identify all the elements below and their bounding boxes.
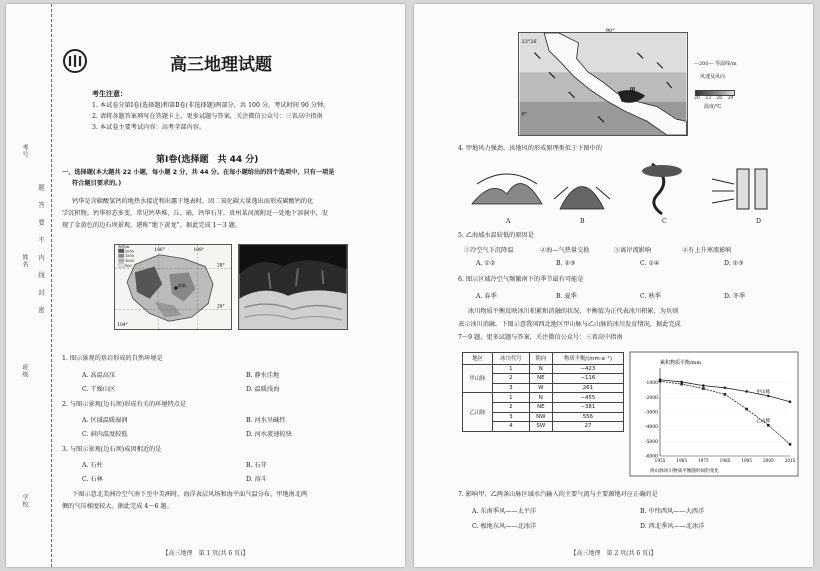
chart-point [659, 380, 662, 383]
figure-b[interactable] [554, 187, 610, 210]
th-balance: 物质平衡/(mm·a⁻¹) [552, 353, 623, 365]
q1-stem: 1. 图示景观的基岩形成的自然环境是 [62, 355, 163, 362]
q6-option-b[interactable]: B. 夏季 [556, 293, 577, 300]
notice-3: 3. 本试卷主要考试内容：高考全部内容。 [92, 124, 206, 131]
q5-statement-2: ②海—气热量交换 [540, 247, 590, 254]
q7-option-b[interactable]: B. 中纬西风——大西洋 [640, 508, 705, 515]
chart-series-label: 乙山脉 [756, 419, 771, 425]
table-row [463, 393, 624, 403]
map-legend-1: 2000 [125, 249, 134, 254]
publisher-logo-icon [62, 48, 88, 74]
table-cell: 556 [552, 412, 623, 422]
map2-lon: 90° [605, 28, 615, 35]
table-cell: NW [529, 412, 552, 422]
map-lon-106: 106° [154, 247, 165, 253]
q5-statement-1: ①冷空气下沉降温 [464, 247, 514, 254]
table-cell: 261 [552, 383, 623, 393]
table-cell: −455 [552, 393, 623, 403]
chart-y-tick-label: -5000 [645, 439, 658, 445]
q6-option-c[interactable]: C. 秋季 [640, 293, 661, 300]
table-cell: 1 [492, 393, 529, 403]
chart-point [680, 383, 683, 386]
chart-series-label: 甲山脉 [756, 389, 771, 395]
q2-stem: 2. 与图示景观(边石坝)形成有关的环境特点是 [62, 401, 187, 408]
q1-option-c[interactable]: C. 干燥山区 [82, 386, 116, 393]
cave-photo [238, 244, 348, 330]
table-cell: −381 [552, 402, 623, 412]
q5-option-b[interactable]: B. ②③ [556, 260, 576, 267]
chart-x-tick-label: 1995 [741, 458, 753, 463]
th-glacier: 冰川代号 [492, 353, 529, 365]
table-cell: −423 [552, 364, 623, 374]
chart-x-tick-label: 2015 [784, 458, 796, 463]
q3-option-d[interactable]: D. 溶斗 [246, 476, 268, 483]
chart-point [789, 443, 792, 446]
instruction-line-1: 一、选择题(本大题共 22 小题，每小题 2 分，共 44 分。在每小题给出的四个选项中，只有一项是 [62, 169, 335, 176]
map-cave-mark: 溶洞 [177, 283, 186, 288]
q5-option-c[interactable]: C. ①④ [640, 260, 660, 267]
chart-y-tick-label: -3000 [645, 410, 658, 416]
table-cell: −116 [552, 374, 623, 384]
q7-option-d[interactable]: D. 西北季风——北冰洋 [640, 523, 705, 530]
chart-point [724, 393, 727, 396]
table-cell: NE [529, 402, 552, 412]
q7-option-c[interactable]: C. 极地东风——北冰洋 [472, 523, 537, 530]
chart-point [702, 384, 705, 387]
exam-page-2 [414, 4, 813, 567]
chart-point [724, 387, 727, 390]
chart-y-tick-label: -1000 [645, 381, 658, 387]
table-cell: 3 [492, 383, 529, 393]
map-lat-26: 26° [216, 304, 225, 310]
map-lon-108: 108° [193, 247, 205, 253]
section-title: 第Ⅰ卷(选择题 共 44 分) [156, 155, 259, 165]
instruction-line-2: 符合题目要求的。) [72, 180, 122, 187]
passage-line-2: 学沉积物。钙华形态多变，常见钙华堆、丘、扇，钙华石芽。贵州某河流附近一处地下溶洞中，发 [62, 210, 329, 217]
table-cell: W [529, 383, 552, 393]
q2-option-d[interactable]: D. 河水流速较快 [246, 431, 292, 438]
map-legend-title: 海拔/m [118, 244, 130, 249]
passage3-line-1: 冰川物质平衡反映冰川积累和消融的状况，平衡值为正代表冰川积累，为负则 [468, 308, 679, 315]
q4-option-figures [472, 159, 782, 219]
page-1-footer: 【高三地理 第 1 页(共 6 页)】 [162, 550, 249, 557]
table-region-cell: 乙山脉 [463, 393, 493, 431]
q5-statement-4: ④有上升寒流影响 [682, 247, 732, 254]
central-america-wind-map [518, 28, 688, 136]
notice-2: 2. 请将各题答案填写在答题卡上，更多试题与答案，关注微信公众号：三省高中指南 [92, 113, 323, 120]
passage2-line-2: 侧的气压梯度较大。据此完成 4～6 题。 [62, 503, 173, 510]
map2-scale-values: 20 23 26 29 [694, 96, 734, 101]
passage3-line-3: 7～9 题，更多试题与答案，关注微信公众号：三省高中指南 [458, 334, 623, 341]
figure-c[interactable] [642, 164, 682, 214]
chart-point [767, 395, 770, 398]
table-cell: N [529, 364, 552, 374]
glacier-balance-chart [630, 352, 798, 476]
map-legend-3: 1000 [125, 259, 134, 264]
class-label: 班级 [21, 364, 28, 378]
glacier-balance-table [462, 352, 624, 432]
map2-place-jia: 甲 [629, 86, 636, 94]
q5-stem: 5. 乙海域水温较低的原因是 [458, 232, 534, 239]
q7-option-a[interactable]: A. 东南季风——太平洋 [472, 508, 537, 515]
chart-y-tick-label: -2000 [645, 395, 658, 401]
guizhou-elevation-map [114, 244, 232, 330]
table-cell: N [529, 393, 552, 403]
q7-stem: 7. 影响甲、乙两条山脉区域水汽输入的主要气流与主要源地对应正确的是 [458, 491, 658, 498]
table-cell: 27 [552, 422, 623, 432]
table-region-cell: 甲山脉 [463, 364, 493, 393]
table-cell: SW [529, 422, 552, 432]
map-lat-28: 28° [216, 263, 225, 269]
chart-y-tick-label: -4000 [645, 425, 658, 431]
q2-option-c[interactable]: C. 洞内温度较低 [82, 431, 128, 438]
figure-a[interactable] [472, 174, 542, 204]
q3-stem: 3. 与图示景观(边石坝)成因相近的是 [62, 446, 162, 453]
map2-lat-top: 23°26′ [521, 38, 538, 45]
chart-point [745, 390, 748, 393]
q1-option-b[interactable]: B. 静水洼地 [246, 372, 280, 379]
exam-page-1 [6, 4, 405, 567]
q5-option-d[interactable]: D. ②③ [724, 260, 744, 267]
table-cell: 1 [492, 364, 529, 374]
notice-1: 1. 本试卷分第Ⅰ卷(选择题)和第Ⅱ卷(非选择题)两部分，共 100 分。考试时间 90 分钟。 [92, 102, 330, 109]
page-2-footer: 【高三地理 第 2 页(共 6 页)】 [570, 550, 657, 557]
q1-option-d[interactable]: D. 温暖浅海 [246, 386, 280, 393]
chart-x-tick-label: 1985 [719, 458, 731, 463]
table-cell: 3 [492, 412, 529, 422]
chart-x-tick-label: 1955 [654, 458, 666, 463]
chart-title: 累积物质平衡/mm [660, 360, 702, 366]
school-label: 学校 [21, 494, 28, 508]
q5-option-a[interactable]: A. ①② [476, 260, 496, 267]
q6-option-a[interactable]: A. 春季 [476, 293, 497, 300]
map-legend-4: 500 [125, 263, 132, 268]
figure-d[interactable] [712, 169, 767, 209]
chart-point [789, 400, 792, 403]
chart-x-tick-label: 1965 [676, 458, 688, 463]
th-aspect: 朝向 [529, 353, 552, 365]
passage-line-3: 现了金黄色的边石坝景观，堪称“地下黄龙”，据此完成 1～3 题。 [62, 222, 242, 229]
fig-label-d: D [756, 218, 761, 225]
exam-title: 高三地理试题 [170, 55, 272, 75]
map2-legend-line: —200— 等温线/m [694, 61, 737, 67]
passage-line-1: 钙华是含碳酸氢钙的地热水接近和出露于地表时，因二氧化碳大量逸出而形成碳酸钙的化 [72, 198, 314, 205]
fig-label-c: C [662, 218, 667, 225]
table-cell: NE [529, 374, 552, 384]
q3-option-b[interactable]: B. 石芽 [246, 462, 267, 469]
q3-option-c[interactable]: C. 石林 [82, 476, 103, 483]
q6-option-d[interactable]: D. 冬季 [724, 293, 746, 300]
chart-caption: 两山脉冰川物质平衡随时间的变化 [650, 469, 719, 474]
seal-line-text: 题答要不内线封密 [37, 184, 45, 324]
name-label: 姓名 [21, 254, 28, 268]
chart-point [767, 424, 770, 427]
chart-point [702, 387, 705, 390]
table-cell: 4 [492, 422, 529, 432]
table-row [463, 364, 624, 374]
binding-margin [6, 4, 52, 567]
q6-stem: 6. 图示区域冷空气频繁南下的季节最有可能是 [458, 276, 584, 283]
th-region: 地区 [463, 353, 493, 365]
notice-heading: 考生注意： [92, 90, 127, 98]
q2-option-a[interactable]: A. 区域温暖湿润 [82, 417, 128, 424]
table-cell: 2 [492, 374, 529, 384]
map-legend-2: 1500 [125, 254, 134, 259]
q4-stem: 4. 甲地风力强劲，该地风的形成原理类似于下图中的 [458, 145, 602, 152]
map2-legend-wind: 风速及风向 [700, 74, 726, 80]
table-cell: 2 [492, 402, 529, 412]
fig-label-b: B [580, 218, 585, 225]
exam-no-label: 考号 [21, 144, 28, 158]
passage3-line-2: 表示冰川消融。下图示意我国西北地区甲山脉与乙山脉的冰川发育情况，据此完成 [458, 321, 681, 328]
map2-legend-temp: 温度/℃ [704, 104, 722, 110]
chart-x-tick-label: 1975 [697, 458, 709, 463]
q1-option-a[interactable]: A. 高温高压 [82, 372, 116, 379]
q2-option-b[interactable]: B. 河水呈碱性 [246, 417, 286, 424]
q5-statement-3: ③离岸流影响 [614, 247, 652, 254]
q3-option-a[interactable]: A. 石柱 [82, 462, 103, 469]
map-lon-104: 104° [117, 323, 128, 329]
chart-point [745, 408, 748, 411]
fig-label-a: A [506, 218, 511, 225]
chart-y-tick-label: -6000 [645, 454, 658, 460]
chart-x-tick-label: 2005 [762, 458, 774, 463]
passage2-line-1: 下图示意北美洲冷空气南下至中美洲时，海洋表层风场和海平面气温分布。甲地南北两 [72, 491, 308, 498]
map2-lat-mid: 8° [521, 111, 528, 118]
